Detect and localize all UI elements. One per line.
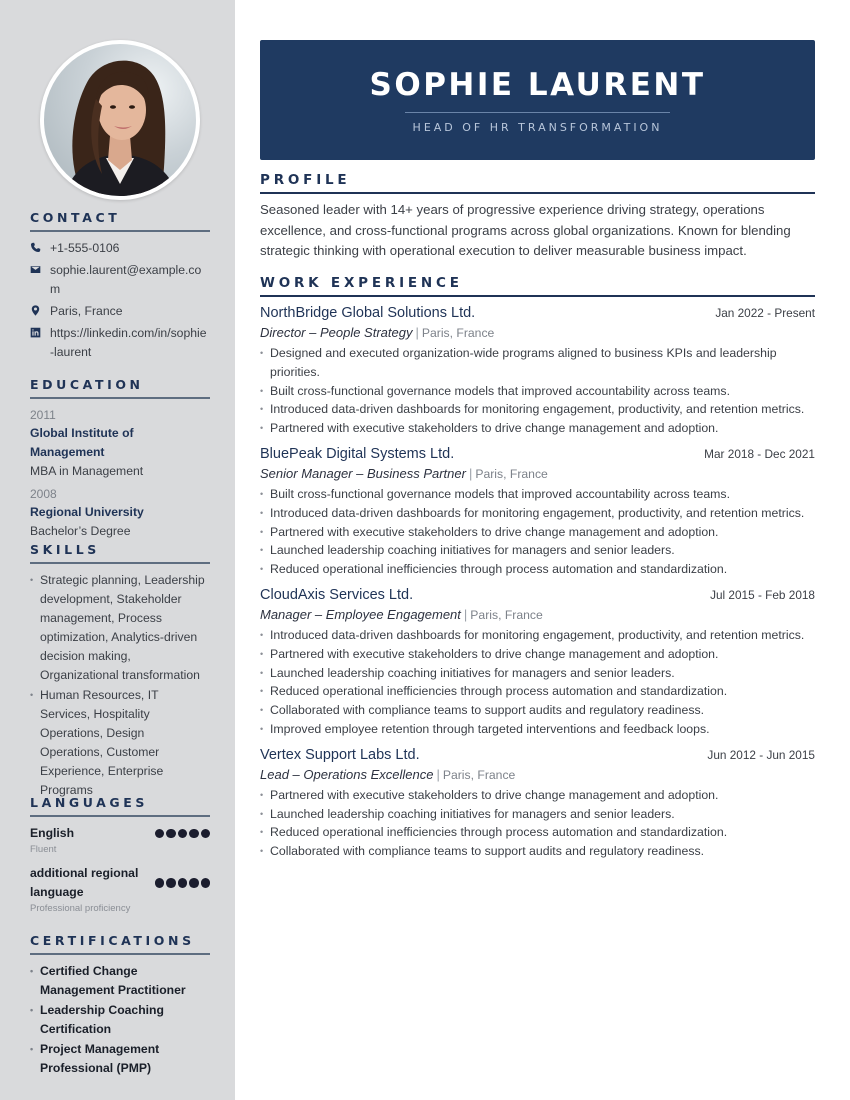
language-rating-dots <box>155 878 211 888</box>
job-dates: Jun 2012 - Jun 2015 <box>707 747 815 762</box>
contact-location-text: Paris, France <box>50 304 123 318</box>
job-separator: | <box>436 766 440 782</box>
job-location: Paris, France <box>442 767 516 782</box>
job-bullet: • Partnered with executive stakeholders to drive change management and adoption. <box>260 419 815 438</box>
job-bullet: • Reduced operational inefficiencies through process automation and standardization. <box>260 560 815 579</box>
skill-item: • Human Resources, IT Services, Hospitality Operations, Design Operations, Customer Experience, Enterprise Programs <box>30 686 210 800</box>
job-bullet: • Built cross-functional governance models that improved accountability across teams. <box>260 485 815 504</box>
contact-section <box>30 210 210 365</box>
education-school: Global Institute of Management <box>30 426 134 459</box>
candidate-title: HEAD OF HR TRANSFORMATION <box>412 121 663 134</box>
contact-email-text: sophie.laurent@example.com <box>50 263 202 296</box>
job-company: Vertex Support Labs Ltd. <box>260 746 420 763</box>
rating-dot-filled <box>166 878 176 888</box>
job-location: Paris, France <box>470 607 543 622</box>
job-bullet: • Collaborated with compliance teams to support audits and regulatory readiness. <box>260 842 815 861</box>
rating-dot-filled <box>189 829 199 839</box>
job-entry <box>260 585 815 739</box>
education-year: 2008 <box>30 487 57 501</box>
job-separator: | <box>415 325 419 340</box>
job-company: BluePeak Digital Systems Ltd. <box>260 445 455 462</box>
rating-dot-filled <box>189 878 199 888</box>
job-bullet: • Introduced data-driven dashboards for monitoring engagement, productivity, and retention metrics. <box>260 626 815 645</box>
language-level: Fluent <box>30 844 57 855</box>
language-name: additional regional language <box>30 866 139 899</box>
job-bullet: • Launched leadership coaching initiatives for managers and senior leaders. <box>260 541 815 560</box>
profile-section <box>260 172 815 262</box>
rating-dot-filled <box>178 829 188 839</box>
job-entry <box>260 303 815 438</box>
certifications-section <box>30 933 210 1079</box>
job-entry <box>260 745 815 861</box>
skills-list <box>30 571 210 800</box>
contact-location <box>30 302 210 321</box>
profile-photo <box>40 40 200 200</box>
candidate-name: SOPHIE LAURENT <box>369 67 706 103</box>
rating-dot-filled <box>155 829 165 839</box>
certifications-heading: CERTIFICATIONS <box>30 933 210 955</box>
job-bullets <box>260 626 815 739</box>
job-bullet: • Partnered with executive stakeholders to drive change management and adoption. <box>260 645 815 664</box>
contact-email[interactable] <box>30 261 210 299</box>
certification-item: • Leadership Coaching Certification <box>30 1001 210 1039</box>
job-bullet: • Improved employee retention through targeted interventions and feedback loops. <box>260 720 815 739</box>
job-bullets <box>260 344 815 438</box>
job-entry <box>260 444 815 579</box>
education-year: 2011 <box>30 408 56 422</box>
skills-heading: SKILLS <box>30 542 210 564</box>
job-separator: | <box>463 606 468 622</box>
job-bullet: • Designed and executed organization-wide programs aligned to business KPIs and leadership priorities. <box>260 344 815 382</box>
profile-photo-image <box>44 44 196 196</box>
rating-dot-filled <box>201 829 211 839</box>
location-pin-icon <box>30 302 50 316</box>
job-role: Director – People Strategy <box>260 325 413 340</box>
language-entry <box>30 864 210 916</box>
certification-item: • Certified Change Management Practitioner <box>30 962 210 1000</box>
contact-phone[interactable] <box>30 239 210 258</box>
education-section <box>30 377 210 545</box>
skill-item: • Strategic planning, Leadership development, Stakeholder management, Process optimization, Analytics-driven decision making, Organizational transformation <box>30 571 210 685</box>
job-role: Lead – Operations Excellence <box>260 766 434 782</box>
job-bullet: • Introduced data-driven dashboards for monitoring engagement, productivity, and retention metrics. <box>260 504 815 523</box>
job-bullets <box>260 485 815 579</box>
job-role: Senior Manager – Business Partner <box>260 465 466 481</box>
job-bullet: • Launched leadership coaching initiatives for managers and senior leaders. <box>260 805 815 824</box>
job-bullet: • Reduced operational inefficiencies through process automation and standardization. <box>260 682 815 701</box>
job-dates: Jan 2022 - Present <box>715 306 815 320</box>
email-icon <box>30 261 50 275</box>
skills-section <box>30 542 210 801</box>
language-level: Professional proficiency <box>30 903 131 914</box>
linkedin-icon <box>30 324 50 338</box>
phone-icon <box>30 239 50 253</box>
name-header <box>260 40 815 160</box>
job-dates: Mar 2018 - Dec 2021 <box>704 446 815 461</box>
job-bullet: • Partnered with executive stakeholders to drive change management and adoption. <box>260 786 815 805</box>
profile-summary: Seasoned leader with 14+ years of progressive experience driving strategy, operations excellence, and cross-functional programs across global organizations. Known for blending strategic thinking with operational execution to deliver measurable business impact. <box>260 202 791 258</box>
job-bullets <box>260 786 815 861</box>
rating-dot-filled <box>201 878 211 888</box>
job-separator: | <box>468 465 473 481</box>
certifications-list <box>30 962 210 1078</box>
rating-dot-filled <box>178 878 188 888</box>
education-degree: Bachelor’s Degree <box>30 524 131 538</box>
portrait-illustration <box>44 44 196 196</box>
rating-dot-filled <box>155 878 165 888</box>
job-company: NorthBridge Global Solutions Ltd. <box>260 305 476 321</box>
job-location: Paris, France <box>475 466 548 481</box>
work-experience-heading: WORK EXPERIENCE <box>260 275 815 297</box>
job-bullet: • Built cross-functional governance models that improved accountability across teams. <box>260 382 815 401</box>
rating-dot-filled <box>166 829 176 839</box>
contact-phone-text: +1-555-0106 <box>50 241 120 255</box>
job-bullet: • Reduced operational inefficiencies through process automation and standardization. <box>260 823 815 842</box>
languages-section <box>30 795 210 923</box>
header-divider <box>405 112 670 113</box>
certification-item: • Project Management Professional (PMP) <box>30 1040 210 1078</box>
job-bullet: • Partnered with executive stakeholders to drive change management and adoption. <box>260 523 815 542</box>
job-location: Paris, France <box>421 326 495 340</box>
job-bullet: • Introduced data-driven dashboards for monitoring engagement, productivity, and retention metrics. <box>260 400 815 419</box>
job-company: CloudAxis Services Ltd. <box>260 586 414 603</box>
sidebar <box>0 0 235 1100</box>
education-school: Regional University <box>30 505 144 519</box>
contact-heading: CONTACT <box>30 210 210 232</box>
job-dates: Jul 2015 - Feb 2018 <box>710 587 815 602</box>
job-bullet: • Collaborated with compliance teams to support audits and regulatory readiness. <box>260 701 815 720</box>
job-bullet: • Launched leadership coaching initiatives for managers and senior leaders. <box>260 664 815 683</box>
contact-linkedin-text: https://linkedin.com/in/sophie-laurent <box>50 326 207 359</box>
education-degree: MBA in Management <box>30 464 144 478</box>
job-role: Manager – Employee Engagement <box>260 606 461 622</box>
work-experience-section <box>260 275 815 867</box>
education-heading: EDUCATION <box>30 377 210 399</box>
profile-heading: PROFILE <box>260 172 815 194</box>
language-name: English <box>30 826 75 840</box>
language-rating-dots <box>155 829 211 839</box>
contact-linkedin[interactable] <box>30 324 210 362</box>
education-entry <box>30 406 210 481</box>
languages-heading: LANGUAGES <box>30 795 210 817</box>
language-entry <box>30 824 210 857</box>
education-entry <box>30 485 210 541</box>
